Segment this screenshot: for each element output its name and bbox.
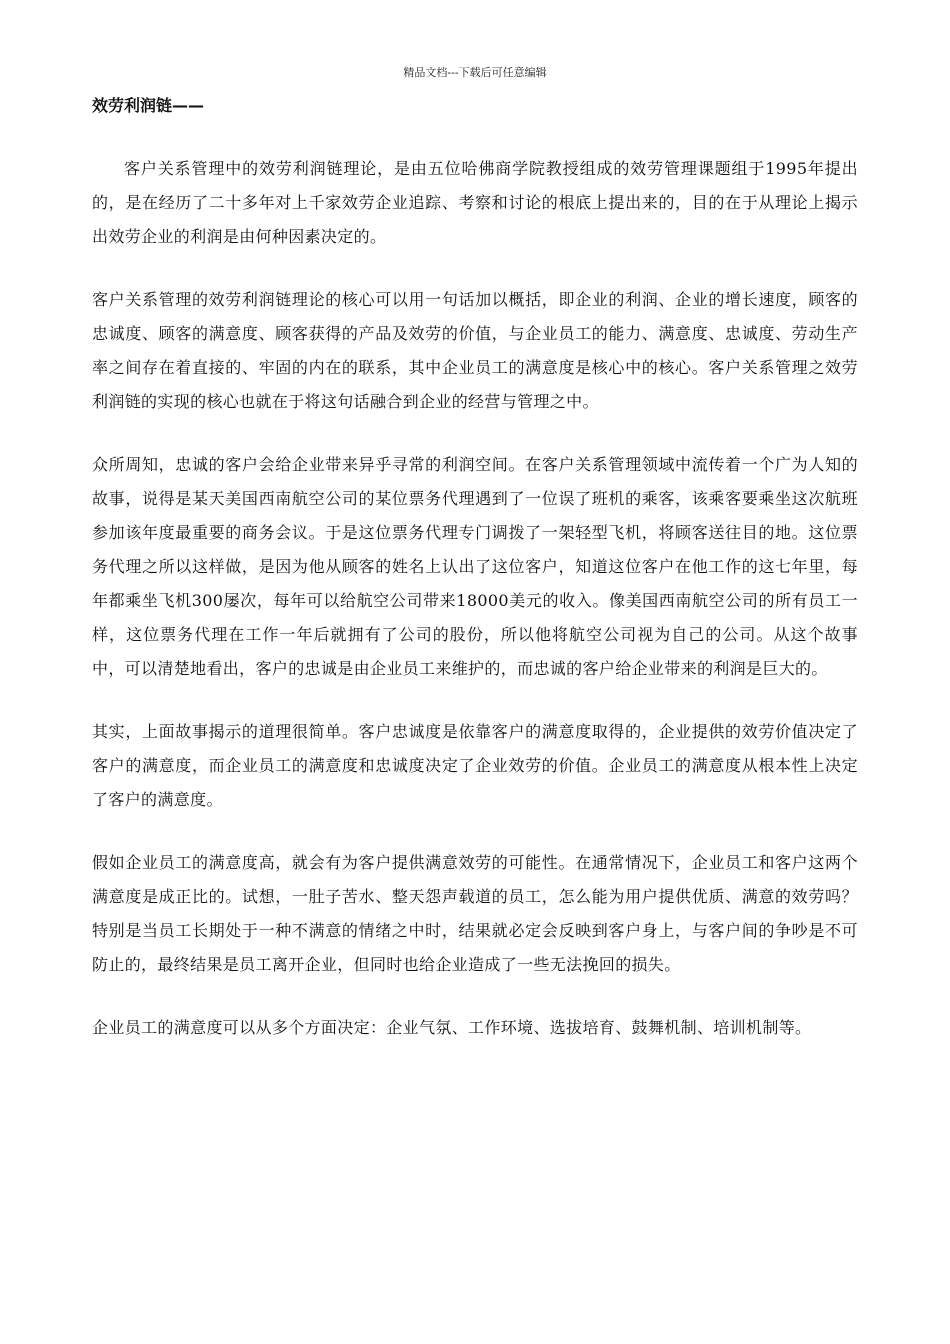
paragraph-core-theory: 客户关系管理的效劳利润链理论的核心可以用一句话加以概括，即企业的利润、企业的增长速度，顾客的忠诚度、顾客的满意度、顾客获得的产品及效劳的价值，与企业员工的能力、满意度、忠诚度、劳动生产率之间存在着直接的、牢固的内在的联系，其中企业员工的满意度是核心中的核心。客户关系管理之效劳利润链的实现的核心也就在于将这句话融合到企业的经营与管理之中。	[92, 290, 858, 411]
header-note: 精品文档---下载后可任意编辑	[403, 66, 547, 79]
paragraph-airline-story: 众所周知，忠诚的客户会给企业带来异乎寻常的利润空间。在客户关系管理领域中流传着一个广为人知的故事，说得是某天美国西南航空公司的某位票务代理遇到了一位误了班机的乘客，该乘客要乘坐这次航班参加该年度最重要的商务会议。于是这位票务代理专门调拨了一架轻型飞机，将顾客送往目的地。这位票务代理之所以这样做，是因为他从顾客的姓名上认出了这位客户，知道这位客户在他工作的这七年里，每年都乘坐飞机300屡次，每年可以给航空公司带来18000美元的收入。像美国西南航空公司的所有员工一样，这位票务代理在工作一年后就拥有了公司的股份，所以他将航空公司视为自己的公司。从这个故事中，可以清楚地看出，客户的忠诚是由企业员工来维护的，而忠诚的客户给企业带来的利润是巨大的。	[92, 455, 858, 678]
paragraph-intro: 客户关系管理中的效劳利润链理论，是由五位哈佛商学院教授组成的效劳管理课题组于1995年提出的，是在经历了二十多年对上千家效劳企业追踪、考察和讨论的根底上提出来的，目的在于从理论上揭示出效劳企业的利润是由何种因素决定的。	[92, 159, 858, 246]
document-title: 效劳利润链——	[92, 96, 205, 115]
paragraph-factors: 企业员工的满意度可以从多个方面决定：企业气氛、工作环境、选拔培育、鼓舞机制、培训机制等。	[92, 1018, 812, 1037]
document-body	[92, 152, 858, 1074]
paragraph-explanation: 其实，上面故事揭示的道理很简单。客户忠诚度是依靠客户的满意度取得的，企业提供的效劳价值决定了客户的满意度，而企业员工的满意度和忠诚度决定了企业效劳的价值。企业员工的满意度从根本性上决定了客户的满意度。	[92, 722, 858, 809]
paragraph-employee-satisfaction: 假如企业员工的满意度高，就会有为客户提供满意效劳的可能性。在通常情况下，企业员工和客户这两个满意度是成正比的。试想，一肚子苦水、整天怨声载道的员工，怎么能为用户提供优质、满意的效劳吗？特别是当员工长期处于一种不满意的情绪之中时，结果就必定会反映到客户身上，与客户间的争吵是不可防止的，最终结果是员工离开企业，但同时也给企业造成了一些无法挽回的损失。	[92, 853, 858, 974]
